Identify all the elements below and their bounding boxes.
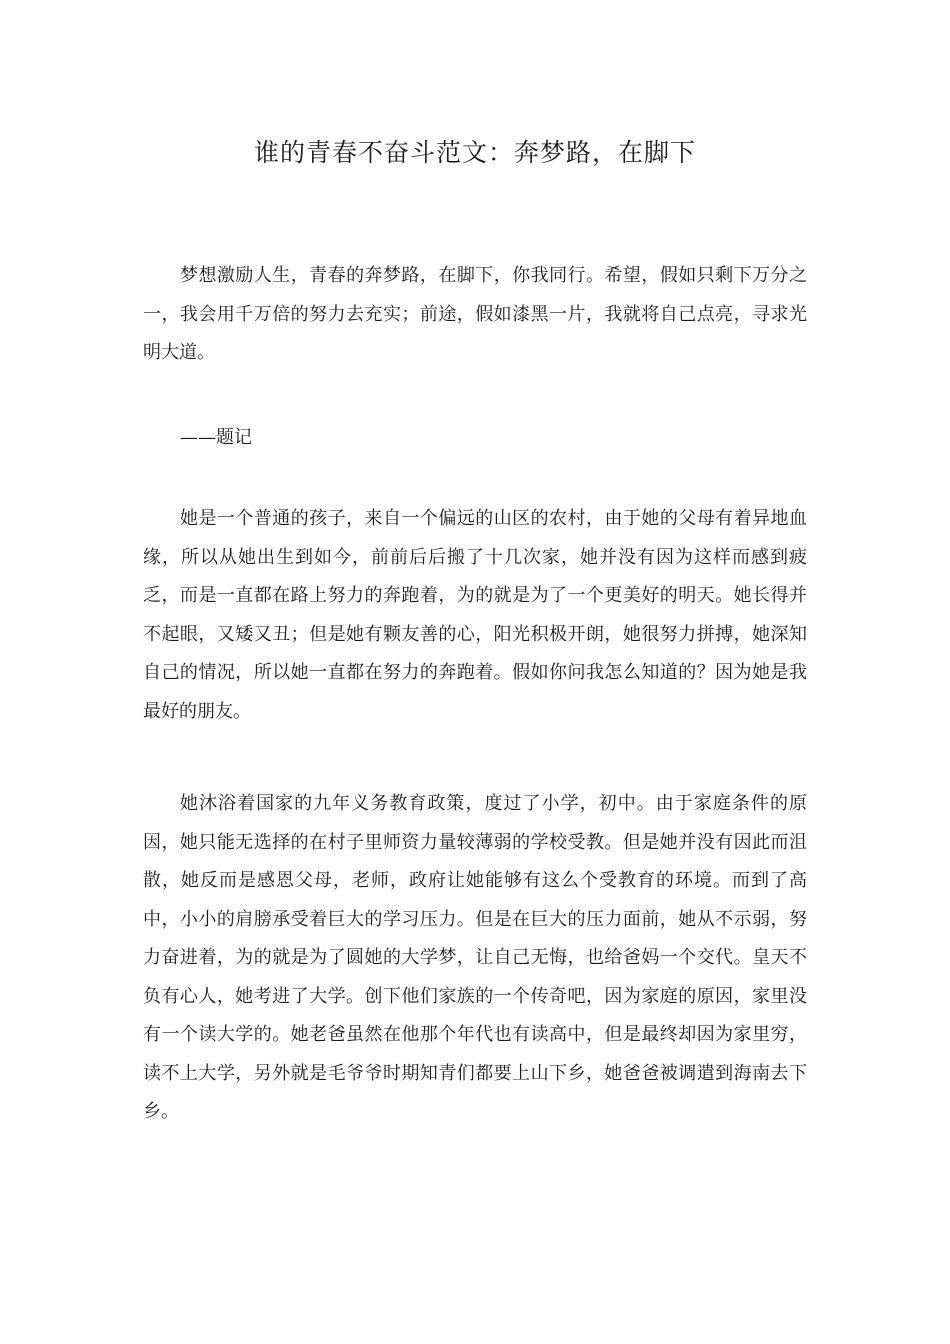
document-title: 谁的青春不奋斗范文：奔梦路，在脚下 [253, 138, 696, 167]
paragraph-body-2: 她沐浴着国家的九年义务教育政策，度过了小学，初中。由于家庭条件的原因，她只能无选择的在村子里师资力量较薄弱的学校受教。但是她并没有因此而沮散，她反而是感恩父母，老师，政府让她能够有这么个受教育的环境。而到了高中，小小的肩膀承受着巨大的学习压力。但是在巨大的压力面前，她从不示弱，努力奋进着，为的就是为了圆她的大学梦，让自己无悔，也给爸妈一个交代。皇天不负有心人，她考进了大学。创下他们家族的一个传奇吧，因为家庭的原因，家里没有一个读大学的。她老爸虽然在他那个年代也有读高中，但是最终却因为家里穷，读不上大学，另外就是毛爷爷时期知青们都要上山下乡，她爸爸被调遣到海南去下乡。 [143, 793, 807, 1122]
paragraph-epigraph-attribution: ——题记 [180, 427, 252, 448]
paragraph-body-1: 她是一个普通的孩子，来自一个偏远的山区的农村，由于她的父母有着异地血缘，所以从她出生到如今，前前后后搬了十几次家，她并没有因为这样而感到疲乏，而是一直都在路上努力的奔跑着，为的就是为了一个更美好的明天。她长得并不起眼，又矮又丑；但是她有颗友善的心，阳光积极开朗，她很努力拼搏，她深知自己的情况，所以她一直都在努力的奔跑着。假如你问我怎么知道的？因为她是我最好的朋友。 [143, 508, 807, 722]
paragraph-intro: 梦想激励人生，青春的奔梦路，在脚下，你我同行。希望，假如只剩下万分之一，我会用千万倍的努力去充实；前途，假如漆黑一片，我就将自己点亮，寻求光明大道。 [143, 265, 807, 363]
